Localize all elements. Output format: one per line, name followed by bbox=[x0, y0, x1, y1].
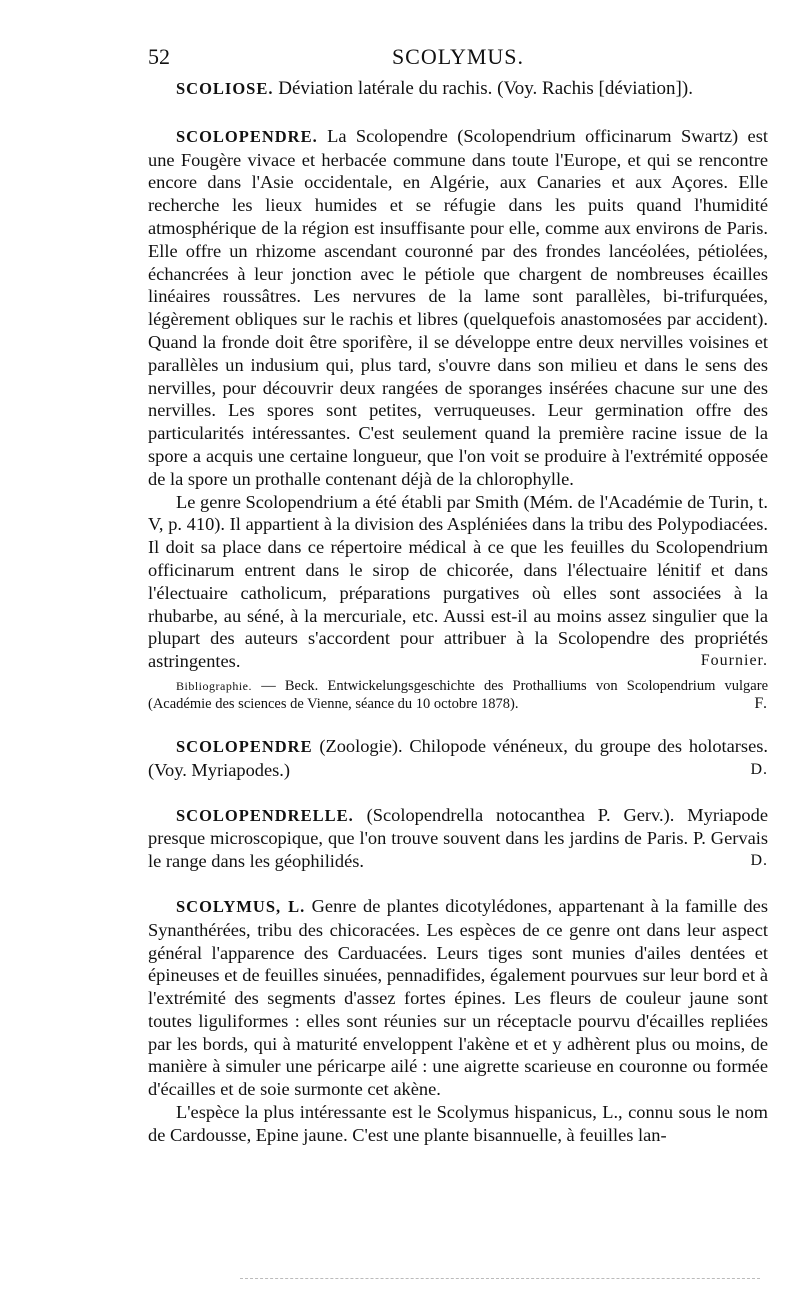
entry-scoliose bbox=[148, 78, 768, 101]
bibliography-text: — Beck. Entwickelungsgeschichte des Prothalliums von Scolopendrium vulgare (Académie des sciences de Vienne, séance du 10 octobre 1878). bbox=[148, 677, 769, 712]
running-title: SCOLYMUS. bbox=[391, 44, 525, 69]
page-number: 52 bbox=[148, 44, 170, 69]
bibliography-label: Bibliographie. bbox=[176, 678, 252, 693]
entry-headword: SCOLOPENDRE. bbox=[176, 126, 318, 146]
bottom-rule bbox=[240, 1278, 760, 1280]
entry-paragraph bbox=[148, 895, 768, 1101]
author-signature: D. bbox=[750, 760, 768, 778]
entry-scolopendre bbox=[148, 125, 768, 713]
entry-headword: SCOLOPENDRE bbox=[176, 736, 313, 756]
bibliography bbox=[148, 677, 768, 713]
entry-paragraph bbox=[148, 78, 768, 101]
entry-text: La Scolopendre (Scolopendrium officinarum Swartz) est une Fougère vivace et herbacée commune dans toute l'Europe, et qui se rencontre encore dans l'Asie occidentale, en Algérie, aux Canaries et aux Açores. Elle recherche les lieux humides et se réfugie dans les puits quand l'humidité atmosphérique de la région est insuffisante pour elle, comme aux environs de Paris. Elle offre un rhizome ascendant couronné par des frondes lancéolées, pétiolées, échancrées à leur jonction avec le pétiole que chargent de nombreuses écailles linéaires roussâtres. Les nervures de la lame sont parallèles, bi-trifurquées, légèrement obliques sur le rachis et libres (quelquefois anastomosées par accident). Quand la fronde doit être sporifère, il se développe entre deux nervilles voisines et parallèles un indusium qui, plus tard, s'ouvre dans son milieu et dans le sens des nervilles, pour découvrir deux rangées de sporanges insérées chacune sur une des nervilles. Les spores sont petites, verruqueuses. Leur germination offre des particularités intéressantes. C'est seulement quand la première racine issue de la spore a acquis une certaine longueur, que l'on voit se produire à l'extrémité opposée de la spore un prothalle contenant déjà de la chlorophylle. bbox=[148, 125, 768, 489]
author-signature: Fournier. bbox=[700, 652, 768, 670]
entry-paragraph bbox=[148, 735, 768, 782]
entry-text: Le genre Scolopendrium a été établi par Smith (Mém. de l'Académie de Turin, t. V, p. 410). Il appartient à la division des Aspléniées dans la tribu des Polypodiacées. Il doit sa place dans ce répertoire médical à ce que les feuilles du Scolopendrium officinarum entrent dans le sirop de chicorée, dans l'électuaire lénitif et dans l'électuaire catholicum, préparations purgatives où elles sont associées à la rhubarbe, au séné, à la mercuriale, etc. Aussi est-il au moins assez singulier que la plupart des auteurs s'accordent pour attribuer à la Scolopendre des propriétés astringentes. bbox=[148, 491, 768, 672]
entry-scolymus bbox=[148, 895, 768, 1147]
author-signature: D. bbox=[750, 852, 768, 870]
page-header bbox=[148, 44, 768, 74]
entry-headword: SCOLOPENDRELLE. bbox=[176, 805, 354, 825]
entry-scolopendrelle bbox=[148, 804, 768, 873]
entry-paragraph bbox=[148, 491, 768, 673]
entry-headword: SCOLIOSE. bbox=[176, 79, 274, 98]
entry-text: (Zoologie). Chilopode vénéneux, du groupe des holotarses. (Voy. Myriapodes.) bbox=[148, 735, 768, 780]
entry-text: L'espèce la plus intéressante est le Scolymus hispanicus, L., connu sous le nom de Cardousse, Epine jaune. C'est une plante bisannuelle, à feuilles lan- bbox=[148, 1102, 768, 1145]
body-text bbox=[148, 78, 768, 1167]
entry-paragraph bbox=[148, 1101, 768, 1147]
entry-text: (Scolopendrella notocanthea P. Gerv.). Myriapode presque microscopique, que l'on trouve souvent dans les jardins de Paris. P. Gervais le range dans les géophilidés. bbox=[148, 804, 768, 872]
entry-text: Genre de plantes dicotylédones, appartenant à la famille des Synanthérées, tribu des chicoracées. Les espèces de ce genre ont dans leur aspect général l'apparence des Carduacées. Leurs tiges sont munies d'ailes dentées et épineuses et de feuilles sinuées, pennadifides, également pourvues sur leur bord et à l'extrémité des segments d'assez fortes épines. Les fleurs de couleur jaune sont toutes liguliformes : elles sont réunies sur un réceptacle pourvu d'écailles repliées par les bords, qui à maturité enveloppent l'akène et et y adhèrent plus ou moins, de manière à simuler une péricarpe ailé : une aigrette scarieuse en couronne ou formée d'écailles et de soie surmonte cet akène. bbox=[148, 895, 768, 1100]
entry-scolopendre-zoologie bbox=[148, 735, 768, 782]
entry-text: Déviation latérale du rachis. (Voy. Rachis [déviation]). bbox=[278, 78, 693, 99]
bibliography-signature: F. bbox=[754, 694, 768, 712]
entry-paragraph bbox=[148, 125, 768, 491]
entry-paragraph bbox=[148, 804, 768, 873]
entry-headword: SCOLYMUS, L. bbox=[176, 896, 306, 916]
